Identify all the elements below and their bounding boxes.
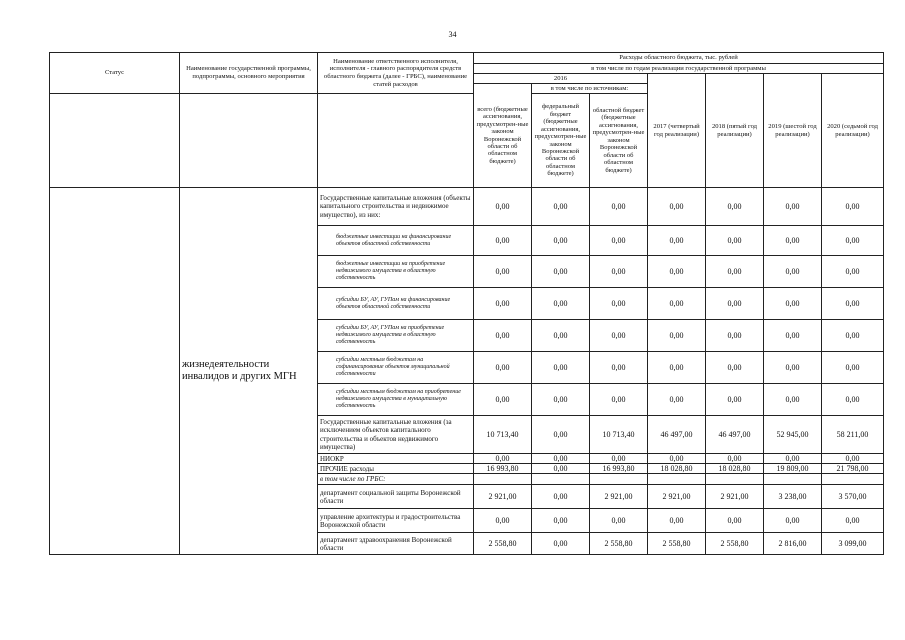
value-cell: 0,00 bbox=[590, 226, 648, 256]
header-regional: областной бюджет (бюджетные ассигнования, предусмотрен-ные законом Воронежской области об областном бюджете) bbox=[590, 94, 648, 188]
value-cell: 0,00 bbox=[532, 533, 590, 555]
header-program-name: Наименование государственной программы, подпрограммы, основного мероприятия bbox=[180, 53, 318, 94]
value-cell: 0,00 bbox=[648, 454, 706, 464]
value-cell: 0,00 bbox=[648, 320, 706, 352]
value-cell: 0,00 bbox=[764, 384, 822, 416]
header-status-cont bbox=[50, 94, 180, 188]
value-cell: 0,00 bbox=[474, 226, 532, 256]
header-federal: федеральный бюджет (бюджетные ассигнования, предусмотрен-ные законом Воронежской области об областном бюджете) bbox=[532, 94, 590, 188]
page-number: 34 bbox=[448, 30, 457, 39]
value-cell: 0,00 bbox=[764, 509, 822, 533]
status-cell bbox=[50, 188, 180, 555]
value-cell: 0,00 bbox=[706, 288, 764, 320]
value-cell: 0,00 bbox=[764, 320, 822, 352]
row-label: субсидии местным бюджетам на приобретение недвижимого имущества в муниципальную собственность bbox=[318, 384, 474, 416]
value-cell: 0,00 bbox=[764, 188, 822, 226]
value-cell: 0,00 bbox=[764, 454, 822, 464]
value-cell: 0,00 bbox=[532, 509, 590, 533]
row-label: управление архитектуры и градостроительства Воронежской области bbox=[318, 509, 474, 533]
value-cell: 0,00 bbox=[532, 416, 590, 454]
value-cell: 2 558,80 bbox=[706, 533, 764, 555]
program-name-cell: жизнедеятельности инвалидов и других МГН bbox=[180, 188, 318, 555]
value-cell: 58 211,00 bbox=[822, 416, 884, 454]
value-cell: 3 099,00 bbox=[822, 533, 884, 555]
value-cell bbox=[590, 474, 648, 485]
value-cell: 0,00 bbox=[822, 454, 884, 464]
value-cell: 0,00 bbox=[822, 509, 884, 533]
value-cell: 0,00 bbox=[822, 320, 884, 352]
value-cell bbox=[648, 474, 706, 485]
value-cell: 2 921,00 bbox=[706, 485, 764, 509]
value-cell: 0,00 bbox=[822, 226, 884, 256]
value-cell bbox=[474, 474, 532, 485]
value-cell: 21 798,00 bbox=[822, 464, 884, 474]
value-cell: 0,00 bbox=[474, 352, 532, 384]
value-cell: 3 238,00 bbox=[764, 485, 822, 509]
row-label: ПРОЧИЕ расходы bbox=[318, 464, 474, 474]
row-label: департамент социальной защиты Воронежской области bbox=[318, 485, 474, 509]
value-cell: 0,00 bbox=[532, 288, 590, 320]
value-cell: 0,00 bbox=[706, 509, 764, 533]
value-cell: 10 713,40 bbox=[590, 416, 648, 454]
value-cell: 2 921,00 bbox=[648, 485, 706, 509]
value-cell: 0,00 bbox=[706, 256, 764, 288]
value-cell: 0,00 bbox=[474, 188, 532, 226]
row-label: в том числе по ГРБС: bbox=[318, 474, 474, 485]
value-cell: 0,00 bbox=[590, 352, 648, 384]
value-cell: 0,00 bbox=[532, 384, 590, 416]
value-cell: 0,00 bbox=[764, 256, 822, 288]
table-row bbox=[50, 188, 884, 226]
value-cell: 18 028,80 bbox=[706, 464, 764, 474]
value-cell: 0,00 bbox=[474, 256, 532, 288]
row-label: субсидии местным бюджетам на софинансирование объектов муниципальной собственности bbox=[318, 352, 474, 384]
value-cell bbox=[706, 474, 764, 485]
header-year-2016: 2016 bbox=[474, 74, 648, 84]
value-cell: 0,00 bbox=[822, 384, 884, 416]
value-cell: 0,00 bbox=[822, 188, 884, 226]
row-label: департамент здравоохранения Воронежской области bbox=[318, 533, 474, 555]
header-2020: 2020 (седьмой год реализации) bbox=[822, 74, 884, 188]
value-cell: 0,00 bbox=[706, 226, 764, 256]
header-status: Статус bbox=[50, 53, 180, 94]
value-cell: 16 993,80 bbox=[590, 464, 648, 474]
value-cell: 0,00 bbox=[648, 509, 706, 533]
value-cell: 16 993,80 bbox=[474, 464, 532, 474]
value-cell: 0,00 bbox=[474, 320, 532, 352]
row-label: Государственные капитальные вложения (объекты капитального строительства и недвижимое имущество), из них: bbox=[318, 188, 474, 226]
value-cell bbox=[532, 474, 590, 485]
value-cell: 2 921,00 bbox=[474, 485, 532, 509]
value-cell: 2 816,00 bbox=[764, 533, 822, 555]
value-cell: 46 497,00 bbox=[648, 416, 706, 454]
value-cell: 0,00 bbox=[706, 384, 764, 416]
budget-table bbox=[49, 52, 884, 555]
value-cell: 0,00 bbox=[764, 288, 822, 320]
value-cell: 0,00 bbox=[474, 454, 532, 464]
value-cell: 0,00 bbox=[648, 384, 706, 416]
value-cell: 2 558,80 bbox=[648, 533, 706, 555]
row-label: Государственные капитальные вложения (за исключением объектов капитального строительства и объектов недвижимого имущества) bbox=[318, 416, 474, 454]
value-cell: 46 497,00 bbox=[706, 416, 764, 454]
header-incl-sources: в том числе по источникам: bbox=[532, 84, 648, 94]
header-program-cont bbox=[180, 94, 318, 188]
value-cell: 0,00 bbox=[590, 509, 648, 533]
value-cell: 0,00 bbox=[532, 485, 590, 509]
row-label: бюджетные инвестиции на финансирование объектов областной собственности bbox=[318, 226, 474, 256]
value-cell: 52 945,00 bbox=[764, 416, 822, 454]
header-expenses-title: Расходы областного бюджета, тыс. рублей bbox=[474, 53, 884, 64]
header-total: всего (бюджетные ассигнования, предусмотрен-ные законом Воронежской области об областном бюджете) bbox=[474, 84, 532, 188]
value-cell: 2 921,00 bbox=[590, 485, 648, 509]
value-cell: 0,00 bbox=[706, 454, 764, 464]
header-2018: 2018 (пятый год реализации) bbox=[706, 74, 764, 188]
value-cell: 0,00 bbox=[474, 384, 532, 416]
row-label: субсидии БУ, АУ, ГУПам на приобретение недвижимого имущества в областную собственность bbox=[318, 320, 474, 352]
value-cell: 0,00 bbox=[532, 464, 590, 474]
value-cell: 0,00 bbox=[532, 320, 590, 352]
value-cell: 0,00 bbox=[532, 352, 590, 384]
value-cell: 2 558,80 bbox=[474, 533, 532, 555]
value-cell: 0,00 bbox=[706, 320, 764, 352]
row-label: субсидии БУ, АУ, ГУПам на финансирование объектов областной собственности bbox=[318, 288, 474, 320]
value-cell: 0,00 bbox=[648, 226, 706, 256]
value-cell: 0,00 bbox=[532, 188, 590, 226]
value-cell: 18 028,80 bbox=[648, 464, 706, 474]
value-cell: 0,00 bbox=[590, 188, 648, 226]
header-2019: 2019 (шестой год реализации) bbox=[764, 74, 822, 188]
value-cell: 0,00 bbox=[590, 454, 648, 464]
value-cell: 0,00 bbox=[590, 256, 648, 288]
header-by-years: в том числе по годам реализации государственной программы bbox=[474, 64, 884, 74]
value-cell: 0,00 bbox=[822, 256, 884, 288]
value-cell: 0,00 bbox=[532, 256, 590, 288]
value-cell: 0,00 bbox=[822, 352, 884, 384]
value-cell: 0,00 bbox=[764, 226, 822, 256]
value-cell: 0,00 bbox=[532, 226, 590, 256]
value-cell: 0,00 bbox=[590, 288, 648, 320]
value-cell: 3 570,00 bbox=[822, 485, 884, 509]
value-cell: 0,00 bbox=[474, 288, 532, 320]
row-label: НИОКР bbox=[318, 454, 474, 464]
value-cell: 0,00 bbox=[706, 188, 764, 226]
value-cell: 0,00 bbox=[764, 352, 822, 384]
value-cell: 0,00 bbox=[474, 509, 532, 533]
value-cell: 2 558,80 bbox=[590, 533, 648, 555]
header-2017: 2017 (четвертый год реализации) bbox=[648, 74, 706, 188]
value-cell: 19 809,00 bbox=[764, 464, 822, 474]
value-cell: 0,00 bbox=[648, 256, 706, 288]
header-executor: Наименование ответственного исполнителя, исполнителя - главного распорядителя средств областного бюджета (далее - ГРБС), наименование статей расходов bbox=[318, 53, 474, 94]
value-cell: 0,00 bbox=[590, 320, 648, 352]
value-cell: 0,00 bbox=[648, 188, 706, 226]
value-cell: 0,00 bbox=[590, 384, 648, 416]
value-cell: 0,00 bbox=[706, 352, 764, 384]
value-cell bbox=[822, 474, 884, 485]
value-cell: 0,00 bbox=[648, 352, 706, 384]
value-cell: 0,00 bbox=[822, 288, 884, 320]
value-cell: 10 713,40 bbox=[474, 416, 532, 454]
value-cell bbox=[764, 474, 822, 485]
value-cell: 0,00 bbox=[648, 288, 706, 320]
value-cell: 0,00 bbox=[532, 454, 590, 464]
header-executor-cont bbox=[318, 94, 474, 188]
row-label: бюджетные инвестиции на приобретение недвижимого имущества в областную собственность bbox=[318, 256, 474, 288]
